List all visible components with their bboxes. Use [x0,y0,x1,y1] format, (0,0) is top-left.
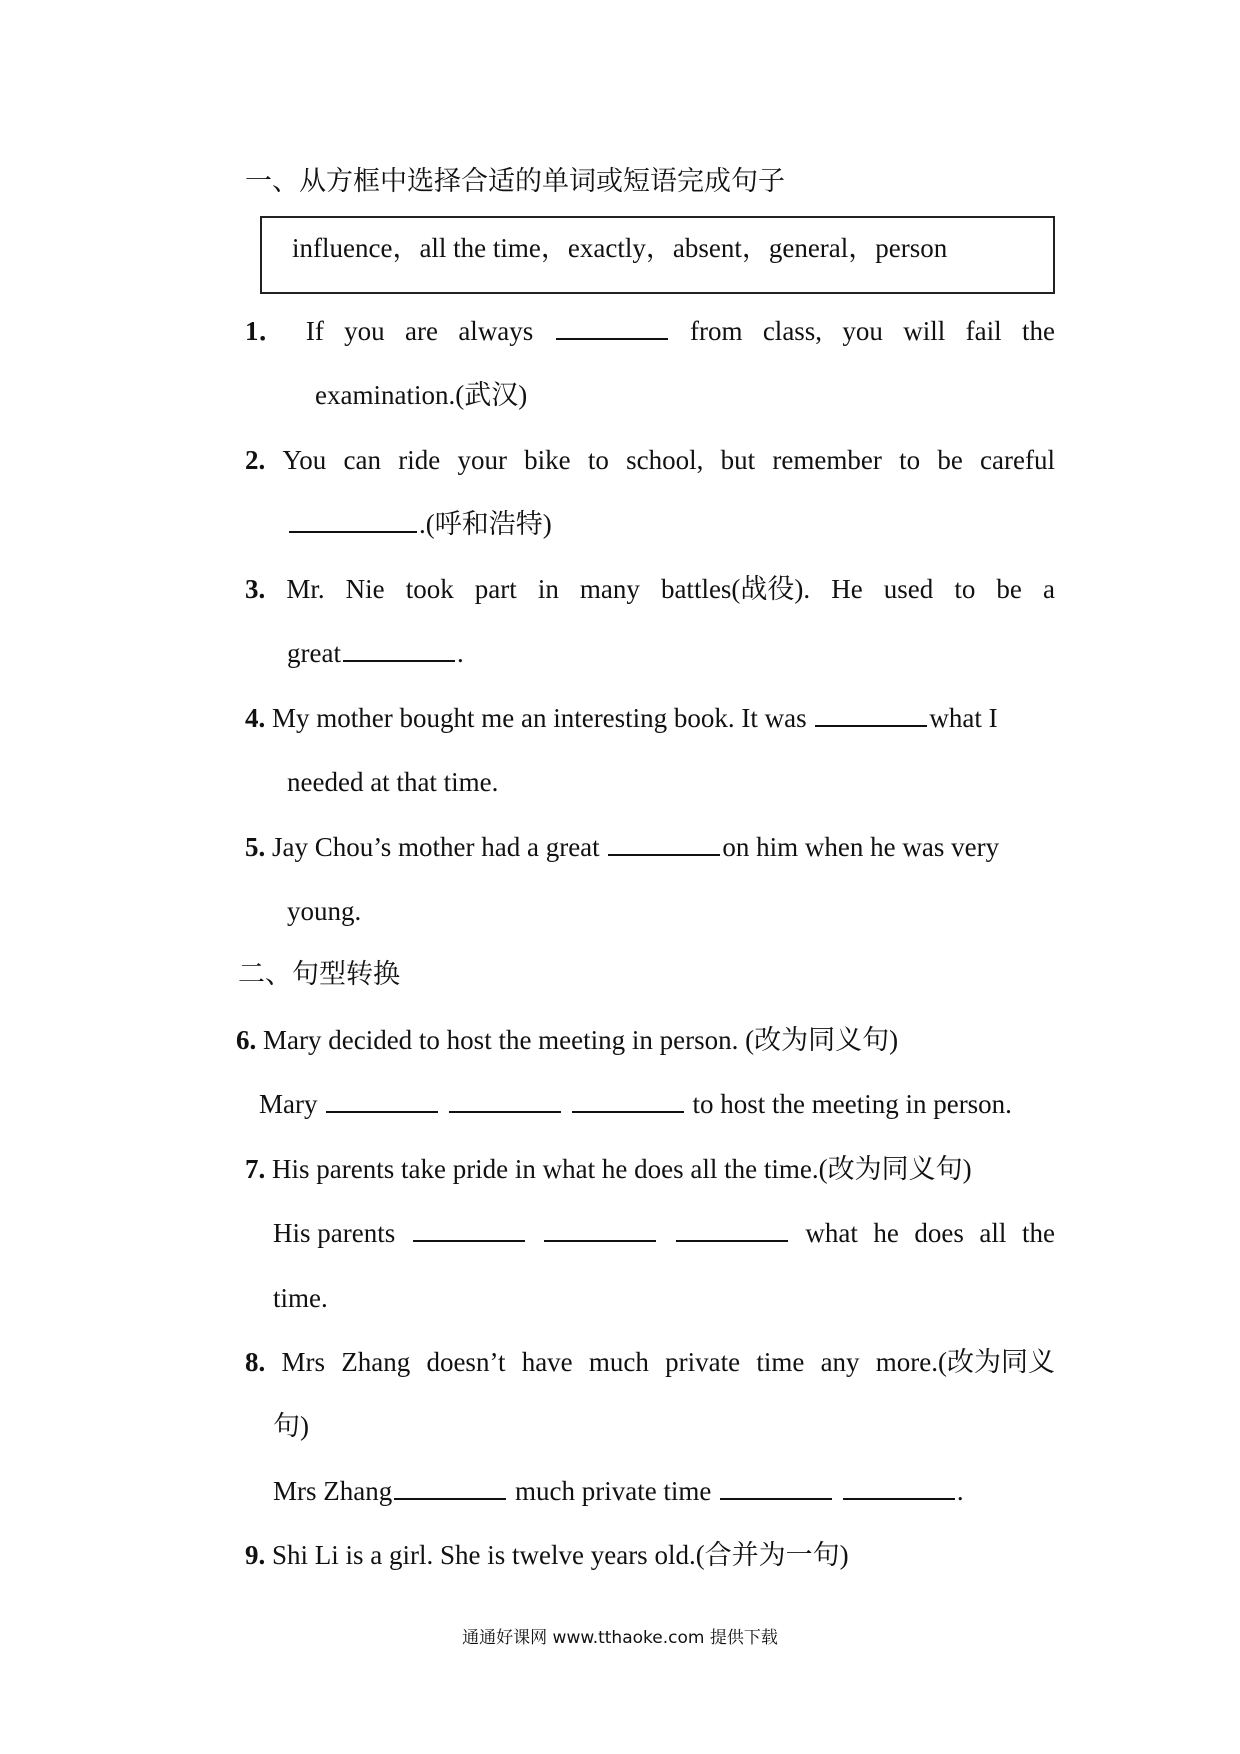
answer-blank[interactable] [556,314,668,340]
answer-blank[interactable] [572,1087,684,1113]
word: to [899,445,921,475]
question-4-line-1 [245,701,998,735]
word: any [820,1347,860,1377]
word: more.(改为同义 [875,1347,1055,1377]
answer-blank[interactable] [289,507,417,533]
question-1-number: 1． [245,316,286,346]
question-6-text: Mary decided to host the meeting in person. (改为同义句) [263,1025,899,1055]
question-7-line-1 [245,1152,972,1186]
word: can [343,445,381,475]
word: took [405,574,454,604]
question-6-answer-end: to host the meeting in person. [692,1089,1012,1119]
word: have [521,1347,573,1377]
question-7-answer-line [273,1216,1055,1250]
question-9-number: 9. [245,1540,266,1570]
answer-blank[interactable] [394,1474,506,1500]
answer-blank[interactable] [449,1087,561,1113]
answer-blank[interactable] [720,1474,832,1500]
word: to [954,574,976,604]
question-4-line-2: needed at that time. [287,767,499,797]
word: doesn’t [426,1347,506,1377]
word: careful [980,445,1055,475]
question-8-number: 8. [245,1347,266,1377]
answer-blank[interactable] [343,636,455,662]
word: bike [524,445,571,475]
word: the [1021,316,1055,346]
word: Zhang [341,1347,411,1377]
word: class, [762,316,823,346]
question-9-line-1 [245,1538,849,1572]
question-2-line-1 [245,443,1055,477]
word: Mrs Zhang [273,1476,393,1506]
question-5-line-1 [245,830,999,864]
word: He [831,574,863,604]
word: to [587,445,609,475]
word: battles(战役). [660,574,811,604]
word: what [805,1218,858,1248]
word: does [914,1218,964,1248]
question-5-text-end: on him when he was very [722,832,1000,862]
word: Mary [259,1089,318,1119]
section-1-heading: 一、从方框中选择合适的单词或短语完成句子 [245,166,785,197]
word: part [474,574,517,604]
question-4-text-end: what I [929,703,998,733]
word-box [260,216,1055,294]
answer-blank[interactable] [413,1216,525,1242]
question-2-source: .(呼和浩特) [419,509,552,539]
question-8-line-2: 句) [273,1411,309,1441]
word: your [457,445,507,475]
question-3-line-2 [287,636,464,670]
question-5-number: 5. [245,832,266,862]
word: Mrs [281,1347,325,1377]
word: in [537,574,559,604]
question-9-text: Shi Li is a girl. She is twelve years old.(合并为一句) [272,1540,849,1570]
word: Nie [345,574,385,604]
question-6-number: 6. [236,1025,257,1055]
word: time [756,1347,805,1377]
answer-blank[interactable] [326,1087,438,1113]
question-8-line-1 [245,1345,1055,1379]
word: His parents [273,1218,396,1248]
answer-blank[interactable] [676,1216,788,1242]
question-1-line-2: examination.(武汉) [315,380,528,410]
word: fail [965,316,1002,346]
word: much [588,1347,649,1377]
word: ride [398,445,441,475]
question-5-line-2: young. [287,896,362,926]
question-7-number: 7. [245,1154,266,1184]
word: You [282,445,327,475]
word: will [903,316,946,346]
word: private [665,1347,741,1377]
word: always [458,316,534,346]
punctuation: . [456,638,464,668]
word: a [1042,574,1055,604]
word-box-words: influence，all the time，exactly，absent，general，person [292,233,948,263]
word: school, [626,445,704,475]
question-6-answer-line [259,1087,1012,1121]
question-4-text: My mother bought me an interesting book. It was [272,703,807,733]
question-7-answer-line-2: time. [273,1283,328,1313]
answer-blank[interactable] [815,701,927,727]
section-2-heading: 二、句型转换 [238,959,400,990]
word: be [937,445,963,475]
question-1-line-1 [245,314,1055,348]
word: be [996,574,1022,604]
question-6-line-1 [236,1023,898,1057]
word: you [842,316,883,346]
word: are [405,316,438,346]
word: all [979,1218,1007,1248]
word: used [883,574,934,604]
word: many [579,574,640,604]
question-8-answer-line [273,1474,964,1508]
word: from [690,316,743,346]
word: great [287,638,341,668]
word: remember [772,445,882,475]
word: you [344,316,385,346]
word: If [305,316,324,346]
answer-blank[interactable] [608,830,720,856]
question-7-text: His parents take pride in what he does all the time.(改为同义句) [272,1154,972,1184]
question-2-line-2 [287,507,552,541]
word: but [720,445,756,475]
word: Mr. [286,574,325,604]
word: the [1021,1218,1055,1248]
question-3-line-1 [245,572,1055,606]
punctuation: . [956,1476,964,1506]
answer-blank[interactable] [544,1216,656,1242]
word: much private time [514,1476,712,1506]
page-footer: 通通好课网 www.tthaoke.com 提供下载 [462,1628,778,1648]
question-5-text: Jay Chou’s mother had a great [272,832,600,862]
question-4-number: 4. [245,703,266,733]
answer-blank[interactable] [843,1474,955,1500]
question-2-number: 2. [245,445,266,475]
word: he [873,1218,899,1248]
question-3-number: 3. [245,574,266,604]
